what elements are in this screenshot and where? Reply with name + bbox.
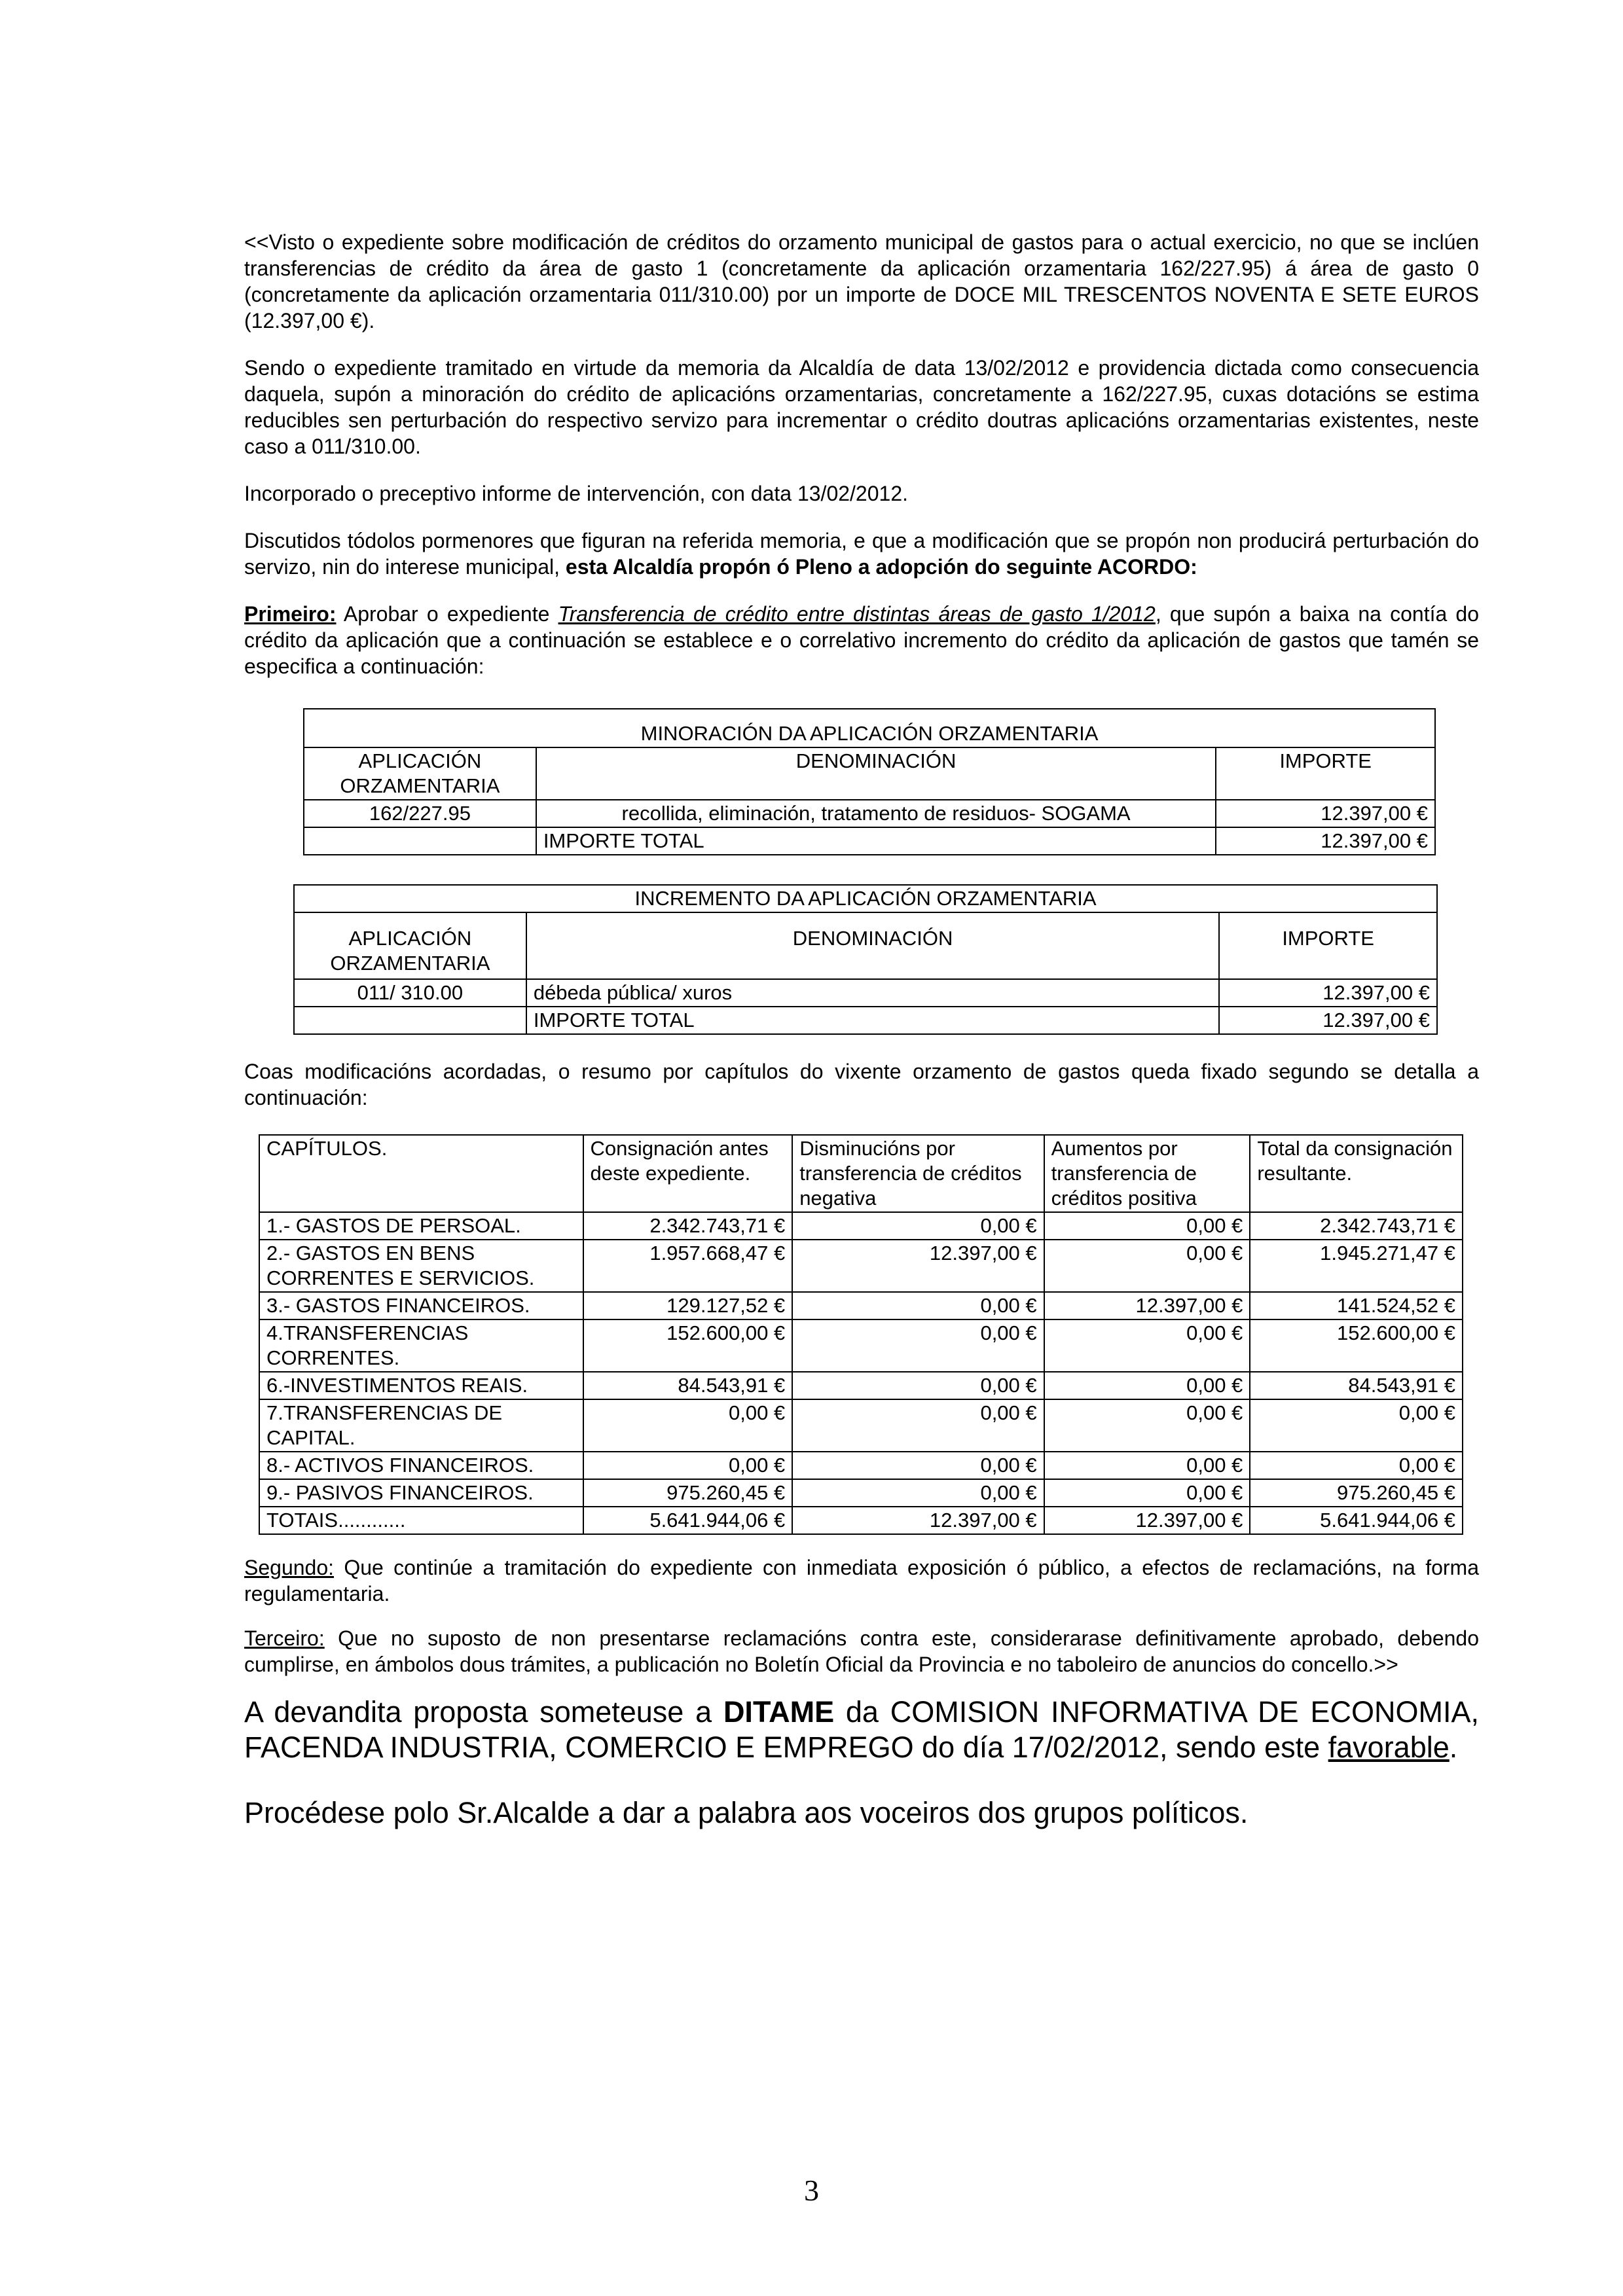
resumo-amount-cell: 2.342.743,71 € <box>1250 1212 1463 1240</box>
resumo-amount-cell: 12.397,00 € <box>1044 1292 1250 1319</box>
resumo-row <box>259 1240 1463 1292</box>
resumo-amount-cell: 1.945.271,47 € <box>1250 1240 1463 1292</box>
resumo-amount-cell: 0,00 € <box>1044 1319 1250 1372</box>
incremento-col-importe: IMPORTE <box>1219 912 1437 979</box>
resumo-amount-cell: 0,00 € <box>1044 1452 1250 1479</box>
page-number: 3 <box>804 2174 819 2207</box>
resumo-row <box>259 1372 1463 1399</box>
minoracion-col-aplicacion: APLICACIÓN ORZAMENTARIA <box>304 747 536 800</box>
ditame-favorable: favorable <box>1328 1731 1450 1764</box>
minoracion-total-blank <box>304 827 536 855</box>
ditame-word: DITAME <box>723 1695 835 1729</box>
resumo-amount-cell: 1.957.668,47 € <box>583 1240 793 1292</box>
resumo-chapter-cell: TOTAIS............ <box>259 1507 583 1534</box>
incremento-col-denominacion: DENOMINACIÓN <box>526 912 1219 979</box>
resumo-amount-cell: 0,00 € <box>583 1399 793 1452</box>
resumo-amount-cell: 0,00 € <box>792 1292 1044 1319</box>
resumo-amount-cell: 0,00 € <box>1250 1452 1463 1479</box>
resumo-header-cell: Consignación antes deste expediente. <box>583 1135 793 1212</box>
resumo-amount-cell: 0,00 € <box>1044 1399 1250 1452</box>
primeiro-expediente-title: Transferencia de crédito entre distintas áreas de gasto 1/2012 <box>558 602 1156 626</box>
resumo-row <box>259 1507 1463 1534</box>
resumo-chapter-cell: 7.TRANSFERENCIAS DE CAPITAL. <box>259 1399 583 1452</box>
primeiro-text-2: , que supón a baixa na contía do crédito da aplicación que a continuación se establece e o correlativo incremento do crédito da aplicación de gastos que tamén se especifica a continuación: <box>244 602 1480 678</box>
resumo-row <box>259 1399 1463 1452</box>
paragraph-coas: Coas modificacións acordadas, o resumo por capítulos do vixente orzamento de gastos queda fixado segundo se detalla a continuación: <box>244 1060 1479 1109</box>
resumo-amount-cell: 5.641.944,06 € <box>583 1507 793 1534</box>
ditame-text-1: A devandita proposta someteuse a <box>244 1695 723 1729</box>
resumo-amount-cell: 12.397,00 € <box>1044 1507 1250 1534</box>
discutidos-text: Discutidos tódolos pormenores que figuran na referida memoria, e que a modificación que se propón non producirá perturbación do servizo, nin do interese municipal, <box>244 529 1479 579</box>
incremento-total-blank <box>294 1007 526 1034</box>
resumo-amount-cell: 0,00 € <box>792 1399 1044 1452</box>
resumo-amount-cell: 0,00 € <box>792 1319 1044 1372</box>
resumo-amount-cell: 0,00 € <box>1250 1399 1463 1452</box>
ditame-text-3: . <box>1449 1731 1458 1764</box>
resumo-amount-cell: 0,00 € <box>1044 1372 1250 1399</box>
resumo-amount-cell: 84.543,91 € <box>583 1372 793 1399</box>
resumo-amount-cell: 0,00 € <box>1044 1212 1250 1240</box>
resumo-row <box>259 1319 1463 1372</box>
resumo-amount-cell: 12.397,00 € <box>792 1507 1044 1534</box>
resumo-amount-cell: 84.543,91 € <box>1250 1372 1463 1399</box>
resumo-chapter-cell: 2.- GASTOS EN BENS CORRENTES E SERVICIOS. <box>259 1240 583 1292</box>
resumo-chapter-cell: 3.- GASTOS FINANCEIROS. <box>259 1292 583 1319</box>
resumo-header-cell: Aumentos por transferencia de créditos positiva <box>1044 1135 1250 1212</box>
incremento-title: INCREMENTO DA APLICACIÓN ORZAMENTARIA <box>294 885 1437 912</box>
primeiro-label: Primeiro: <box>244 602 337 626</box>
minoracion-row-importe: 12.397,00 € <box>1216 800 1435 827</box>
resumo-chapter-cell: 1.- GASTOS DE PERSOAL. <box>259 1212 583 1240</box>
segundo-text: Que continúe a tramitación do expediente con inmediata exposición ó público, a efectos de reclamacións, na forma regulamentaria. <box>244 1556 1479 1605</box>
resumo-chapter-cell: 8.- ACTIVOS FINANCEIROS. <box>259 1452 583 1479</box>
incremento-total-label: IMPORTE TOTAL <box>526 1007 1219 1034</box>
resumo-header-cell: Disminucións por transferencia de créditos negativa <box>792 1135 1044 1212</box>
incremento-row-denominacion: débeda pública/ xuros <box>526 979 1219 1007</box>
resumo-row <box>259 1212 1463 1240</box>
minoracion-total-label: IMPORTE TOTAL <box>536 827 1216 855</box>
resumo-header-cell: CAPÍTULOS. <box>259 1135 583 1212</box>
resumo-amount-cell: 975.260,45 € <box>1250 1479 1463 1507</box>
paragraph-discutidos <box>244 528 1479 580</box>
minoracion-row-aplicacion: 162/227.95 <box>304 800 536 827</box>
resumo-amount-cell: 0,00 € <box>1044 1479 1250 1507</box>
resumo-header-row <box>259 1135 1463 1212</box>
resumo-amount-cell: 141.524,52 € <box>1250 1292 1463 1319</box>
resumo-table <box>259 1134 1463 1535</box>
acordo-proposal: esta Alcaldía propón ó Pleno a adopción do seguinte ACORDO: <box>565 555 1197 579</box>
minoracion-title: MINORACIÓN DA APLICACIÓN ORZAMENTARIA <box>304 709 1435 747</box>
resumo-amount-cell: 975.260,45 € <box>583 1479 793 1507</box>
resumo-row <box>259 1479 1463 1507</box>
resumo-amount-cell: 5.641.944,06 € <box>1250 1507 1463 1534</box>
document-page <box>244 229 1479 1831</box>
resumo-chapter-cell: 9.- PASIVOS FINANCEIROS. <box>259 1479 583 1507</box>
terceiro-label: Terceiro: <box>244 1626 325 1650</box>
resumo-amount-cell: 0,00 € <box>583 1452 793 1479</box>
paragraph-procedese: Procédese polo Sr.Alcalde a dar a palabra aos voceiros dos grupos políticos. <box>244 1796 1249 1829</box>
paragraph-sendo: Sendo o expediente tramitado en virtude da memoria da Alcaldía de data 13/02/2012 e providencia dictada como consecuencia daquela, supón a minoración do crédito de aplicacións orzamentarias, concretamente a 162/227.95, cuxas dotacións se estima reducibles sen perturbación do respectivo servizo para incrementar o crédito doutras aplicacións orzamentarias existentes, neste caso a 011/310.00. <box>244 356 1479 458</box>
resumo-amount-cell: 0,00 € <box>792 1212 1044 1240</box>
minoracion-col-denominacion: DENOMINACIÓN <box>536 747 1216 800</box>
incremento-row-aplicacion: 011/ 310.00 <box>294 979 526 1007</box>
resumo-amount-cell: 12.397,00 € <box>792 1240 1044 1292</box>
resumo-amount-cell: 0,00 € <box>792 1372 1044 1399</box>
incremento-col-aplicacion: APLICACIÓN ORZAMENTARIA <box>294 912 526 979</box>
resumo-amount-cell: 2.342.743,71 € <box>583 1212 793 1240</box>
paragraph-visto: <<Visto o expediente sobre modificación de créditos do orzamento municipal de gastos para o actual exercicio, no que se inclúen transferencias de crédito da área de gasto 1 (concretamente da aplicación orzamentaria 162/227.95) á área de gasto 0 (concretamente da aplicación orzamentaria 011/310.00) por un importe de DOCE MIL TRESCENTOS NOVENTA E SETE EUROS (12.397,00 €). <box>244 230 1479 332</box>
resumo-amount-cell: 0,00 € <box>792 1452 1044 1479</box>
ditame-text-2: da COMISION INFORMATIVA DE ECONOMIA, FACENDA INDUSTRIA, COMERCIO E EMPREGO do día 17/02/2012, sendo este <box>244 1695 1479 1764</box>
resumo-amount-cell: 152.600,00 € <box>583 1319 793 1372</box>
resumo-chapter-cell: 6.-INVESTIMENTOS REAIS. <box>259 1372 583 1399</box>
paragraph-primeiro <box>244 601 1479 679</box>
resumo-row <box>259 1292 1463 1319</box>
terceiro-text: Que no suposto de non presentarse reclamacións contra este, considerarase definitivamente aprobado, debendo cumplirse, en ámbolos dous trámites, a publicación no Boletín Oficial da Provincia e no taboleiro de anuncios do concello.>> <box>244 1626 1479 1676</box>
paragraph-segundo <box>244 1554 1479 1607</box>
segundo-label: Segundo: <box>244 1556 335 1579</box>
resumo-body <box>259 1212 1463 1534</box>
minoracion-row-denominacion: recollida, eliminación, tratamento de residuos- SOGAMA <box>536 800 1216 827</box>
paragraph-ditame <box>244 1695 1479 1765</box>
incremento-row-importe: 12.397,00 € <box>1219 979 1437 1007</box>
resumo-amount-cell: 0,00 € <box>792 1479 1044 1507</box>
resumo-amount-cell: 0,00 € <box>1044 1240 1250 1292</box>
resumo-chapter-cell: 4.TRANSFERENCIAS CORRENTES. <box>259 1319 583 1372</box>
minoracion-table <box>303 708 1436 855</box>
resumo-row <box>259 1452 1463 1479</box>
paragraph-terceiro <box>244 1625 1479 1677</box>
minoracion-total-importe: 12.397,00 € <box>1216 827 1435 855</box>
paragraph-incorporado: Incorporado o preceptivo informe de intervención, con data 13/02/2012. <box>244 482 908 505</box>
incremento-total-importe: 12.397,00 € <box>1219 1007 1437 1034</box>
incremento-table <box>293 884 1438 1035</box>
resumo-header-cell: Total da consignación resultante. <box>1250 1135 1463 1212</box>
primeiro-text-1: Aprobar o expediente <box>336 602 558 626</box>
minoracion-col-importe: IMPORTE <box>1216 747 1435 800</box>
resumo-amount-cell: 129.127,52 € <box>583 1292 793 1319</box>
resumo-amount-cell: 152.600,00 € <box>1250 1319 1463 1372</box>
